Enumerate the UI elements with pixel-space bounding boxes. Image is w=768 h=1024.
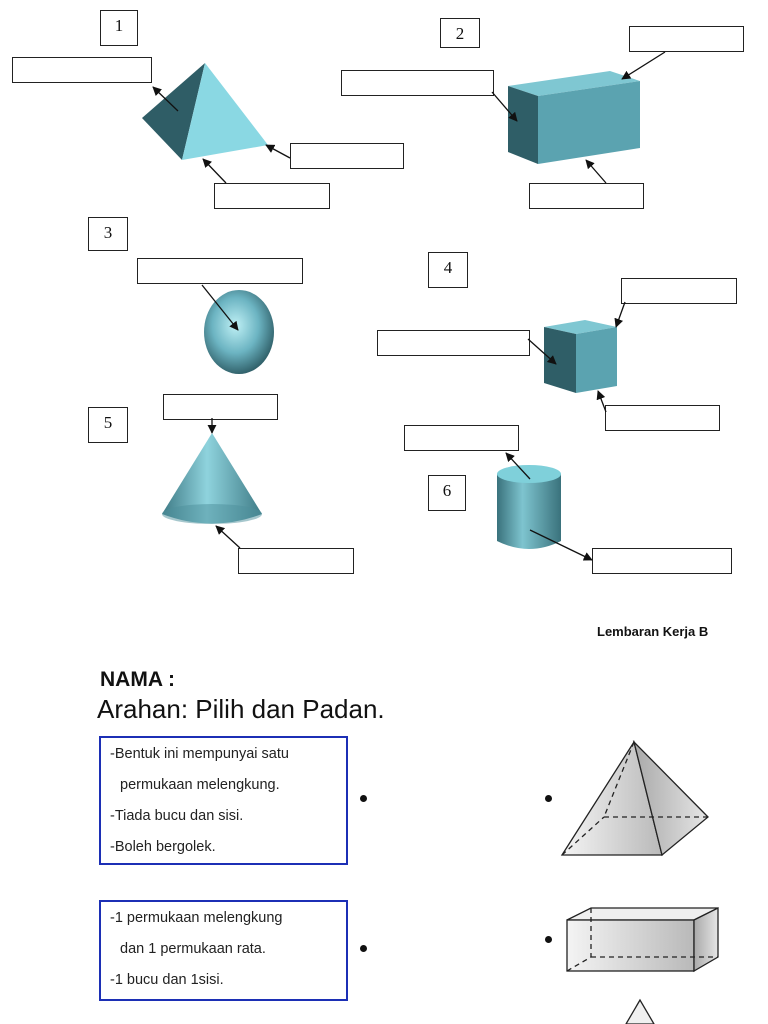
number-box-2: 2 [440, 18, 480, 48]
square-pyramid-shape [562, 742, 708, 855]
number-box-6: 6 [428, 475, 466, 511]
number-box-4: 4 [428, 252, 468, 288]
clue-line: permukaan melengkung. [120, 777, 280, 793]
clue-line: -Boleh bergolek. [110, 839, 216, 855]
clue-line: -Bentuk ini mempunyai satu [110, 746, 289, 762]
number-box-3: 3 [88, 217, 128, 251]
worksheet-label: Lembaran Kerja B [597, 624, 709, 639]
clue-line: -1 permukaan melengkung [110, 910, 283, 926]
prism-shape [567, 908, 718, 971]
number-box-5: 5 [88, 407, 128, 443]
number-box-1: 1 [100, 10, 138, 46]
clue-line: -1 bucu dan 1sisi. [110, 972, 224, 988]
name-label: NAMA : [100, 668, 176, 691]
cone-outline-shape [626, 1000, 654, 1024]
instruction-text: Arahan: Pilih dan Padan. [97, 694, 385, 724]
clue-line: dan 1 permukaan rata. [120, 941, 266, 957]
clue-line: -Tiada bucu dan sisi. [110, 808, 244, 824]
